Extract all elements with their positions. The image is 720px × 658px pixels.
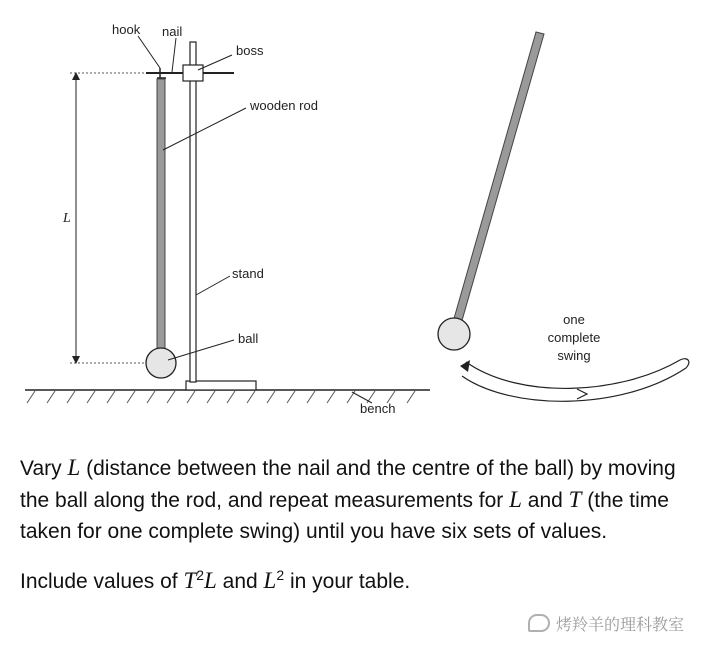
label-swing-line1: one: [563, 312, 585, 327]
swing-arrow: [462, 359, 689, 402]
stand-pole: [190, 42, 196, 382]
label-swing-line3: swing: [557, 348, 591, 363]
swinging-rod: [453, 32, 544, 324]
swinging-ball: [438, 318, 470, 350]
label-boss: boss: [236, 43, 264, 58]
length-marker: [70, 73, 146, 363]
wooden-rod: [157, 79, 165, 353]
label-swing-line2: complete: [547, 330, 601, 345]
chat-bubble-icon: [528, 614, 550, 632]
label-wooden-rod: wooden rod: [250, 98, 318, 113]
instruction-paragraph-2: Include values of $T^2L$ and $L^2$ in your table.: [20, 567, 411, 593]
instruction-paragraph-1: Vary L (distance between the nail and the centre of the ball) by moving the ball along the rod, and repeat measurements for L and T (the time taken for one complete swing) until you have six sets of values.: [20, 455, 676, 543]
label-bench: bench: [360, 401, 396, 416]
label-L: L: [63, 211, 71, 226]
boss: [183, 65, 203, 81]
label-ball: ball: [238, 331, 259, 346]
ball: [146, 348, 176, 378]
label-hook: hook: [112, 22, 141, 37]
watermark: 烤羚羊的理科教室: [528, 612, 684, 635]
label-nail: nail: [162, 24, 183, 39]
label-stand: stand: [232, 266, 264, 281]
instructions: [20, 452, 710, 597]
